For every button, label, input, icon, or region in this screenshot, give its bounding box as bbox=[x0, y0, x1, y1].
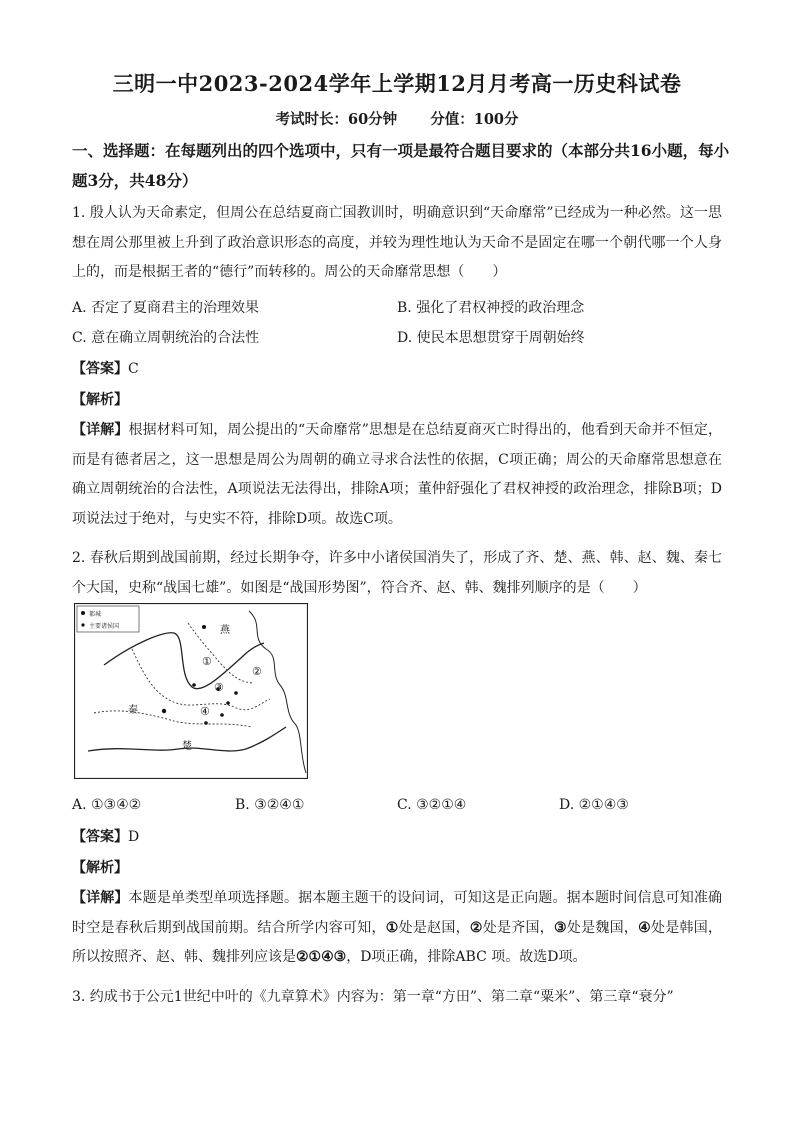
q2-answer bbox=[72, 827, 139, 847]
q1-answer-label: 【答案】 bbox=[72, 361, 128, 377]
q1-detail bbox=[72, 416, 722, 534]
capital-dot bbox=[192, 683, 196, 687]
q1-detail-text: 根据材料可知，周公提出的“天命靡常”思想是在总结夏商灭亡时得出的，他看到天命并不恒定，而是有德者居之，这一思想是周公为周朝的确立寻求合法性的依据，C项正确；周公的天命靡常思想意在确立周朝统治的合法性，A项说法无法得出，排除A项；董仲舒强化了君权神授的政治理念，排除B项；D项说法过于绝对，与史实不符，排除D项。故选C项。 bbox=[72, 422, 723, 527]
q2-detail-t1: 处是赵国， bbox=[398, 919, 470, 936]
q1-option-c: C. 意在确立周朝统治的合法性 bbox=[72, 330, 260, 346]
label-chu: 楚 bbox=[182, 741, 192, 752]
q1-analysis-label-text: 【解析】 bbox=[72, 392, 128, 408]
label-yan: 燕 bbox=[220, 625, 230, 636]
marker-4: ④ bbox=[200, 705, 210, 718]
q1-option-a: A. 否定了夏商君主的治理效果 bbox=[72, 300, 260, 316]
exam-info bbox=[0, 108, 794, 129]
section-heading: 一、选择题：在每题列出的四个选项中，只有一项是最符合题目要求的（本部分共16小题，每小题3分，共48分） bbox=[72, 141, 730, 190]
exam-score: 分值：100分 bbox=[430, 111, 519, 128]
page-title: 三明一中2023-2024学年上学期12月月考高一历史科试卷 bbox=[112, 71, 682, 96]
q2-detail-n2: ② bbox=[469, 919, 483, 936]
question-3-stem: 3. 约成书于公元1世纪中叶的《九章算术》内容为：第一章“方田”、第二章“粟米”、第三章“衰分” bbox=[72, 989, 674, 1005]
q2-detail-end: ，D项正确，排除ABC 项。故选D项。 bbox=[346, 949, 587, 965]
q2-option-d: D. ②①④③ bbox=[559, 797, 629, 813]
marker-2: ② bbox=[252, 665, 262, 678]
q2-option-a: A. ①③④② bbox=[72, 797, 142, 813]
legend-capital-label: 都城 bbox=[89, 611, 102, 618]
question-2-stem: 2. 春秋后期到战国前期，经过长期争夺，许多中小诸侯国消失了，形成了齐、楚、燕、韩、赵、魏、秦七个大国，史称“战国七雄”。如图是“战国形势图”，符合齐、赵、韩、魏排列顺序的是（ ） bbox=[72, 550, 722, 596]
capital-dot bbox=[220, 713, 224, 717]
marker-1: ① bbox=[202, 655, 212, 668]
q2-option-b: B. ③②④① bbox=[235, 797, 305, 813]
q1-option-d: D. 使民本思想贯穿于周朝始终 bbox=[397, 330, 585, 346]
q2-detail-n4: ④ bbox=[638, 919, 651, 936]
q2-analysis-label-text: 【解析】 bbox=[72, 860, 128, 876]
q2-analysis-label bbox=[72, 858, 128, 878]
capital-dot bbox=[234, 691, 238, 695]
marker-3: ③ bbox=[214, 681, 224, 694]
q2-detail-t4: 处是韩国，所以按照齐、赵、韩、魏排列应该是 bbox=[72, 919, 722, 965]
q2-detail-n3: ③ bbox=[554, 919, 567, 936]
label-qin: 秦 bbox=[128, 705, 138, 716]
q2-answer-value: D bbox=[128, 829, 140, 845]
q2-answer-label: 【答案】 bbox=[72, 829, 128, 845]
q2-detail-seq: ②①④③ bbox=[296, 949, 347, 965]
question-1-stem: 1. 殷人认为天命素定，但周公在总结夏商亡国教训时，明确意识到“天命靡常”已经成为一种必然。这一思想在周公那里被上升到了政治意识形态的高度，并较为理性地认为天命不是固定在哪一个朝代哪一个人身上的，而是根据王者的“德行”而转移的。周公的天命靡常思想（ ） bbox=[72, 205, 722, 280]
capital-dot bbox=[162, 709, 166, 713]
warring-states-map bbox=[74, 603, 308, 779]
capital-dot bbox=[204, 721, 208, 725]
capital-dot bbox=[202, 625, 206, 629]
q2-detail-p1: 本题是单类型单项选择题。据本题主题干的设问词，可知这是正向题。据本题时间信息可知准确时空是春秋后期到战国前期。结合所学内容可知， bbox=[72, 890, 723, 936]
legend-fief-marker bbox=[81, 623, 84, 626]
q2-option-c: C. ③②①④ bbox=[397, 797, 467, 813]
q2-detail-t2: 处是齐国， bbox=[482, 919, 554, 936]
legend-fief-label: 主要诸侯国 bbox=[89, 623, 120, 630]
q2-detail-t3: 处是魏国， bbox=[566, 919, 639, 936]
q1-analysis-label bbox=[72, 390, 128, 410]
q2-detail-n1: ① bbox=[385, 919, 399, 936]
legend-capital-marker bbox=[81, 611, 85, 615]
q1-detail-label: 【详解】 bbox=[72, 422, 129, 438]
q2-detail bbox=[72, 884, 722, 973]
q1-option-b: B. 强化了君权神授的政治理念 bbox=[397, 300, 585, 316]
exam-duration: 考试时长：60分钟 bbox=[275, 111, 398, 128]
q1-answer-value: C bbox=[128, 361, 139, 377]
capital-dot bbox=[226, 701, 230, 705]
q1-answer bbox=[72, 359, 139, 379]
q2-detail-label: 【详解】 bbox=[72, 890, 129, 906]
